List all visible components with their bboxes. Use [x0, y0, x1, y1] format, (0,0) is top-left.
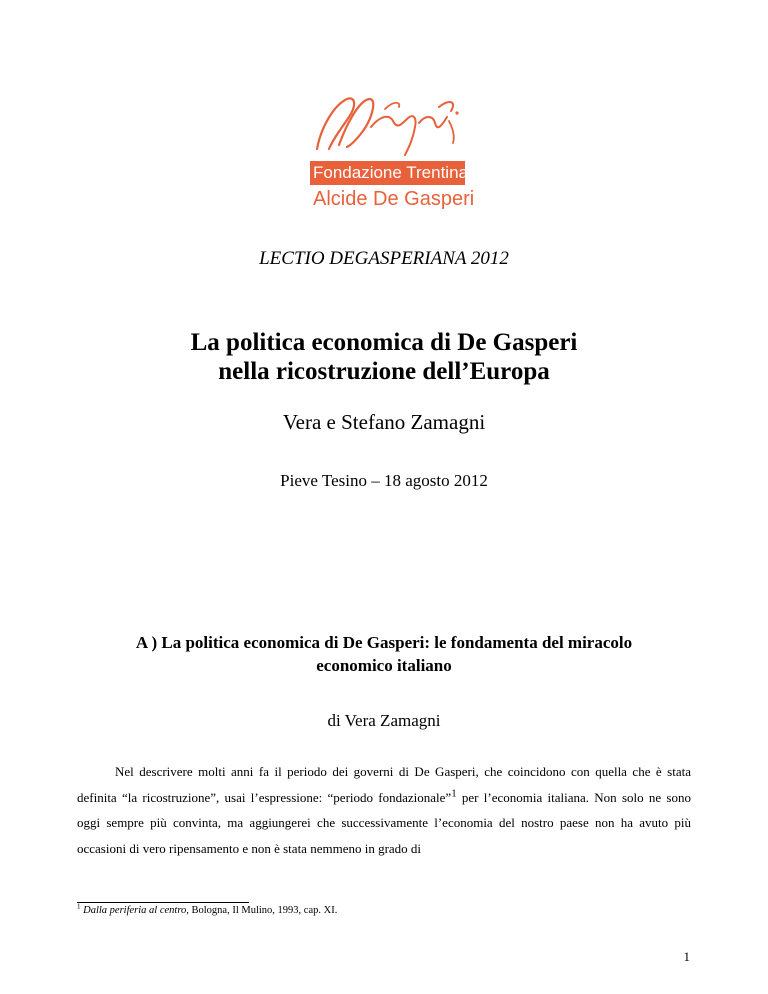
footnote [77, 902, 691, 916]
footnote-title: Dalla periferia al centro [83, 905, 187, 916]
series-title: LECTIO DEGASPERIANA 2012 [259, 248, 509, 269]
body-paragraph [77, 759, 691, 861]
footnote-rest: , Bologna, Il Mulino, 1993, cap. XI. [186, 905, 338, 916]
place-date: Pieve Tesino – 18 agosto 2012 [280, 471, 488, 490]
authors: Vera e Stefano Zamagni [282, 410, 486, 434]
logo-line-2: Alcide De Gasperi [313, 188, 475, 210]
title-text: La politica economica di De Gasperi nella ricostruzione dell’Europa [190, 329, 578, 385]
page-number: 1 [683, 949, 690, 964]
body-part-1: Nel descrivere molti anni fa il periodo dei governi di De Gasperi, che coincidono con quella che è stata definita “la ricostruzione”, usai l’espressione: “periodo fondazionale” [77, 764, 691, 805]
signature-mark [289, 87, 479, 162]
body-part-2: per l’economia italiana. Non solo ne sono oggi sempre più convinta, ma aggiungerei che successivamente l’economia del nostro paese non ha avuto più occasioni di vero ripensamento e non è stata nemmeno in grado di [77, 789, 691, 856]
foundation-logo [289, 87, 479, 220]
section-byline: di Vera Zamagni [327, 711, 441, 730]
section-heading [0, 631, 768, 677]
logo-line-1: Fondazione Trentina [310, 161, 465, 185]
footnote-number: 1 [77, 902, 81, 911]
footnote-ref[interactable]: 1 [451, 787, 457, 800]
section-heading-text: A ) La politica economica di De Gasperi: le fondamenta del miracolo economico italiano [135, 633, 633, 675]
footnote-separator [77, 902, 249, 903]
document-title [0, 328, 768, 386]
